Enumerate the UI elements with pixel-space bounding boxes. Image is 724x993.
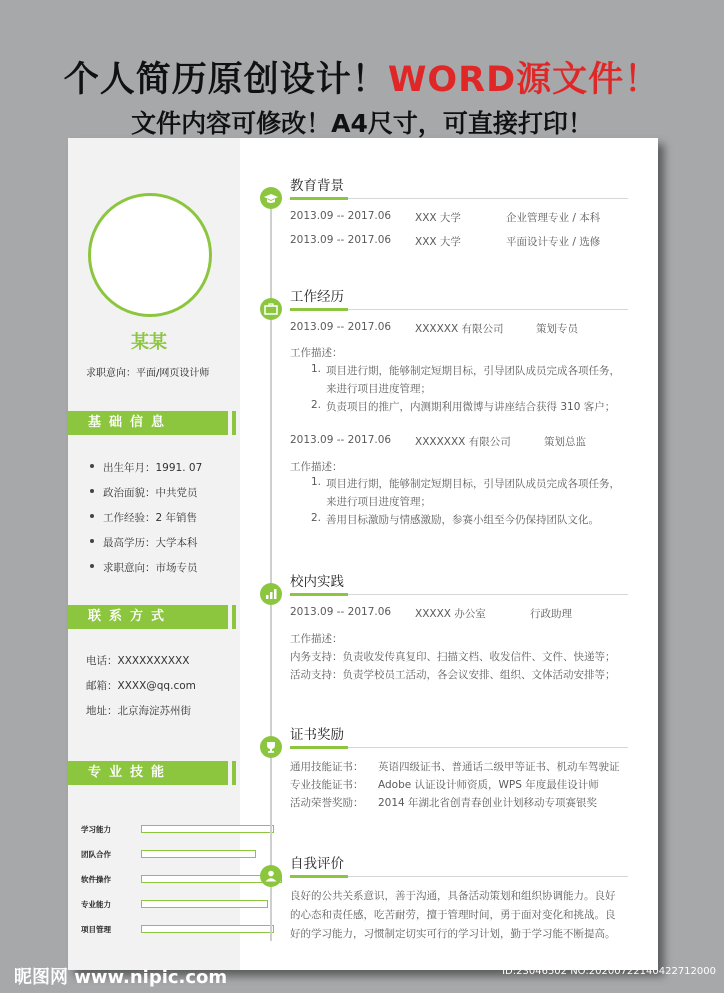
work-title: 工作经历: [290, 289, 344, 305]
banner-title-red: WORD源文件！: [387, 60, 661, 100]
campus-period: 2013.09 -- 2017.06: [290, 606, 392, 618]
skill-bar: [141, 925, 274, 933]
edu-school: XXX 大学: [415, 212, 461, 224]
job-desc-line: 项目进行期，能够制定短期目标，引导团队成员完成各项任务，: [326, 365, 620, 377]
cert-key: 专业技能证书：: [290, 779, 364, 791]
list-number: 1.: [311, 476, 322, 488]
basic-info-item: 政治面貌：中共党员: [90, 485, 202, 510]
job-desc-label: 工作描述：: [290, 347, 343, 359]
edu-school: XXX 大学: [415, 236, 461, 248]
basic-info-item: 工作经验：2 年销售: [90, 510, 202, 535]
contact-heading: 联系方式: [68, 605, 228, 629]
campus-title: 校内实践: [290, 574, 344, 590]
bullet-icon: [90, 539, 94, 543]
watermark-right: ID:23046502 NO:20200722140422712000: [502, 966, 716, 977]
bullet-icon: [90, 489, 94, 493]
basic-info-item: 出生年月：1991. 07: [90, 460, 202, 485]
cert-value: 2014 年湖北省创青春创业计划移动专项赛银奖: [378, 797, 598, 809]
banner-title: 个人简历原创设计！WORD源文件！: [63, 60, 661, 100]
edu-period: 2013.09 -- 2017.06: [290, 210, 392, 222]
skill-label: 专业能力: [81, 900, 111, 909]
candidate-name: 某某: [131, 332, 167, 353]
self-eval-line: 良好的公共关系意识，善于沟通，具备活动策划和组织协调能力。良好: [290, 890, 616, 902]
section-divider: [290, 198, 628, 199]
cert-value: 英语四级证书、普通话二级甲等证书、机动车驾驶证: [378, 761, 620, 773]
watermark-left: 昵图网 www.nipic.com: [14, 967, 228, 988]
bar-chart-icon: [260, 583, 282, 605]
cert-key: 活动荣誉奖励：: [290, 797, 364, 809]
job-role: 策划总监: [544, 436, 586, 448]
section-divider: [290, 747, 628, 748]
bullet-icon: [90, 464, 94, 468]
job-company: XXXXXX 有限公司: [415, 323, 504, 335]
contact-phone: 电话：XXXXXXXXXX: [86, 655, 190, 667]
bullet-icon: [90, 514, 94, 518]
job-desc-line: 善用目标激励与情感激励，参赛小组至今仍保持团队文化。: [326, 514, 599, 526]
contact-address: 地址：北京海淀苏州街: [86, 705, 191, 717]
resume-page: [68, 138, 658, 970]
self-eval-title: 自我评价: [290, 856, 344, 872]
job-desc-line: 项目进行期，能够制定短期目标，引导团队成员完成各项任务，: [326, 478, 620, 490]
skill-label: 团队合作: [81, 850, 111, 859]
basic-info-list: [90, 460, 202, 585]
graduation-cap-icon: [260, 187, 282, 209]
campus-role: 行政助理: [530, 608, 572, 620]
cert-key: 通用技能证书：: [290, 761, 364, 773]
education-title: 教育背景: [290, 178, 344, 194]
campus-desc-label: 工作描述：: [290, 633, 343, 645]
campus-desc-line: 活动支持：负责学校员工活动，各会议安排、组织、文体活动安排等；: [290, 669, 616, 681]
contact-email: 邮箱：XXXX@qq.com: [86, 680, 196, 692]
basic-info-item: 最高学历：大学本科: [90, 535, 202, 560]
section-divider: [290, 309, 628, 310]
job-role: 策划专员: [536, 323, 578, 335]
job-company: XXXXXXX 有限公司: [415, 436, 511, 448]
job-period: 2013.09 -- 2017.06: [290, 434, 392, 446]
campus-org: XXXXX 办公室: [415, 608, 486, 620]
briefcase-icon: [260, 298, 282, 320]
skill-label: 项目管理: [81, 925, 111, 934]
section-divider: [290, 594, 628, 595]
edu-major: 平面设计专业 / 选修: [506, 236, 601, 248]
section-divider: [290, 876, 628, 877]
list-number: 1.: [311, 363, 322, 375]
list-number: 2.: [311, 399, 322, 411]
edu-period: 2013.09 -- 2017.06: [290, 234, 392, 246]
skills-heading: 专业技能: [68, 761, 228, 785]
job-intent: 求职意向：平面/网页设计师: [86, 368, 210, 379]
skill-bar: [141, 825, 274, 833]
person-icon: [260, 865, 282, 887]
skill-bar: [141, 900, 268, 908]
job-desc-line: 来进行项目进度管理；: [326, 383, 431, 395]
campus-desc-line: 内务支持：负责收发传真复印、扫描文档、收发信件、文件、快递等；: [290, 651, 616, 663]
banner-subtitle: 文件内容可修改！A4尺寸，可直接打印！: [131, 109, 593, 138]
avatar-photo-circle: [88, 193, 212, 317]
skill-label: 学习能力: [81, 825, 111, 834]
job-desc-label: 工作描述：: [290, 461, 343, 473]
certificate-title: 证书奖励: [290, 727, 344, 743]
job-desc-line: 来进行项目进度管理；: [326, 496, 431, 508]
job-desc-line: 负责项目的推广，内测期利用微博与讲座结合获得 310 客户；: [326, 401, 616, 413]
self-eval-line: 好的学习能力，习惯制定切实可行的学习计划，勤于学习能不断提高。: [290, 928, 616, 940]
cert-value: Adobe 认证设计师资质，WPS 年度最佳设计师: [378, 779, 599, 791]
skill-bar: [141, 850, 256, 858]
trophy-icon: [260, 736, 282, 758]
bullet-icon: [90, 564, 94, 568]
resume-sidebar: [68, 138, 240, 970]
self-eval-line: 的心态和责任感，吃苦耐劳，擅于管理时间，勇于面对变化和挑战。良: [290, 909, 616, 921]
basic-info-item: 求职意向：市场专员: [90, 560, 202, 585]
edu-major: 企业管理专业 / 本科: [506, 212, 601, 224]
job-period: 2013.09 -- 2017.06: [290, 321, 392, 333]
basic-info-heading: 基础信息: [68, 411, 228, 435]
list-number: 2.: [311, 512, 322, 524]
skill-label: 软件操作: [81, 875, 111, 884]
